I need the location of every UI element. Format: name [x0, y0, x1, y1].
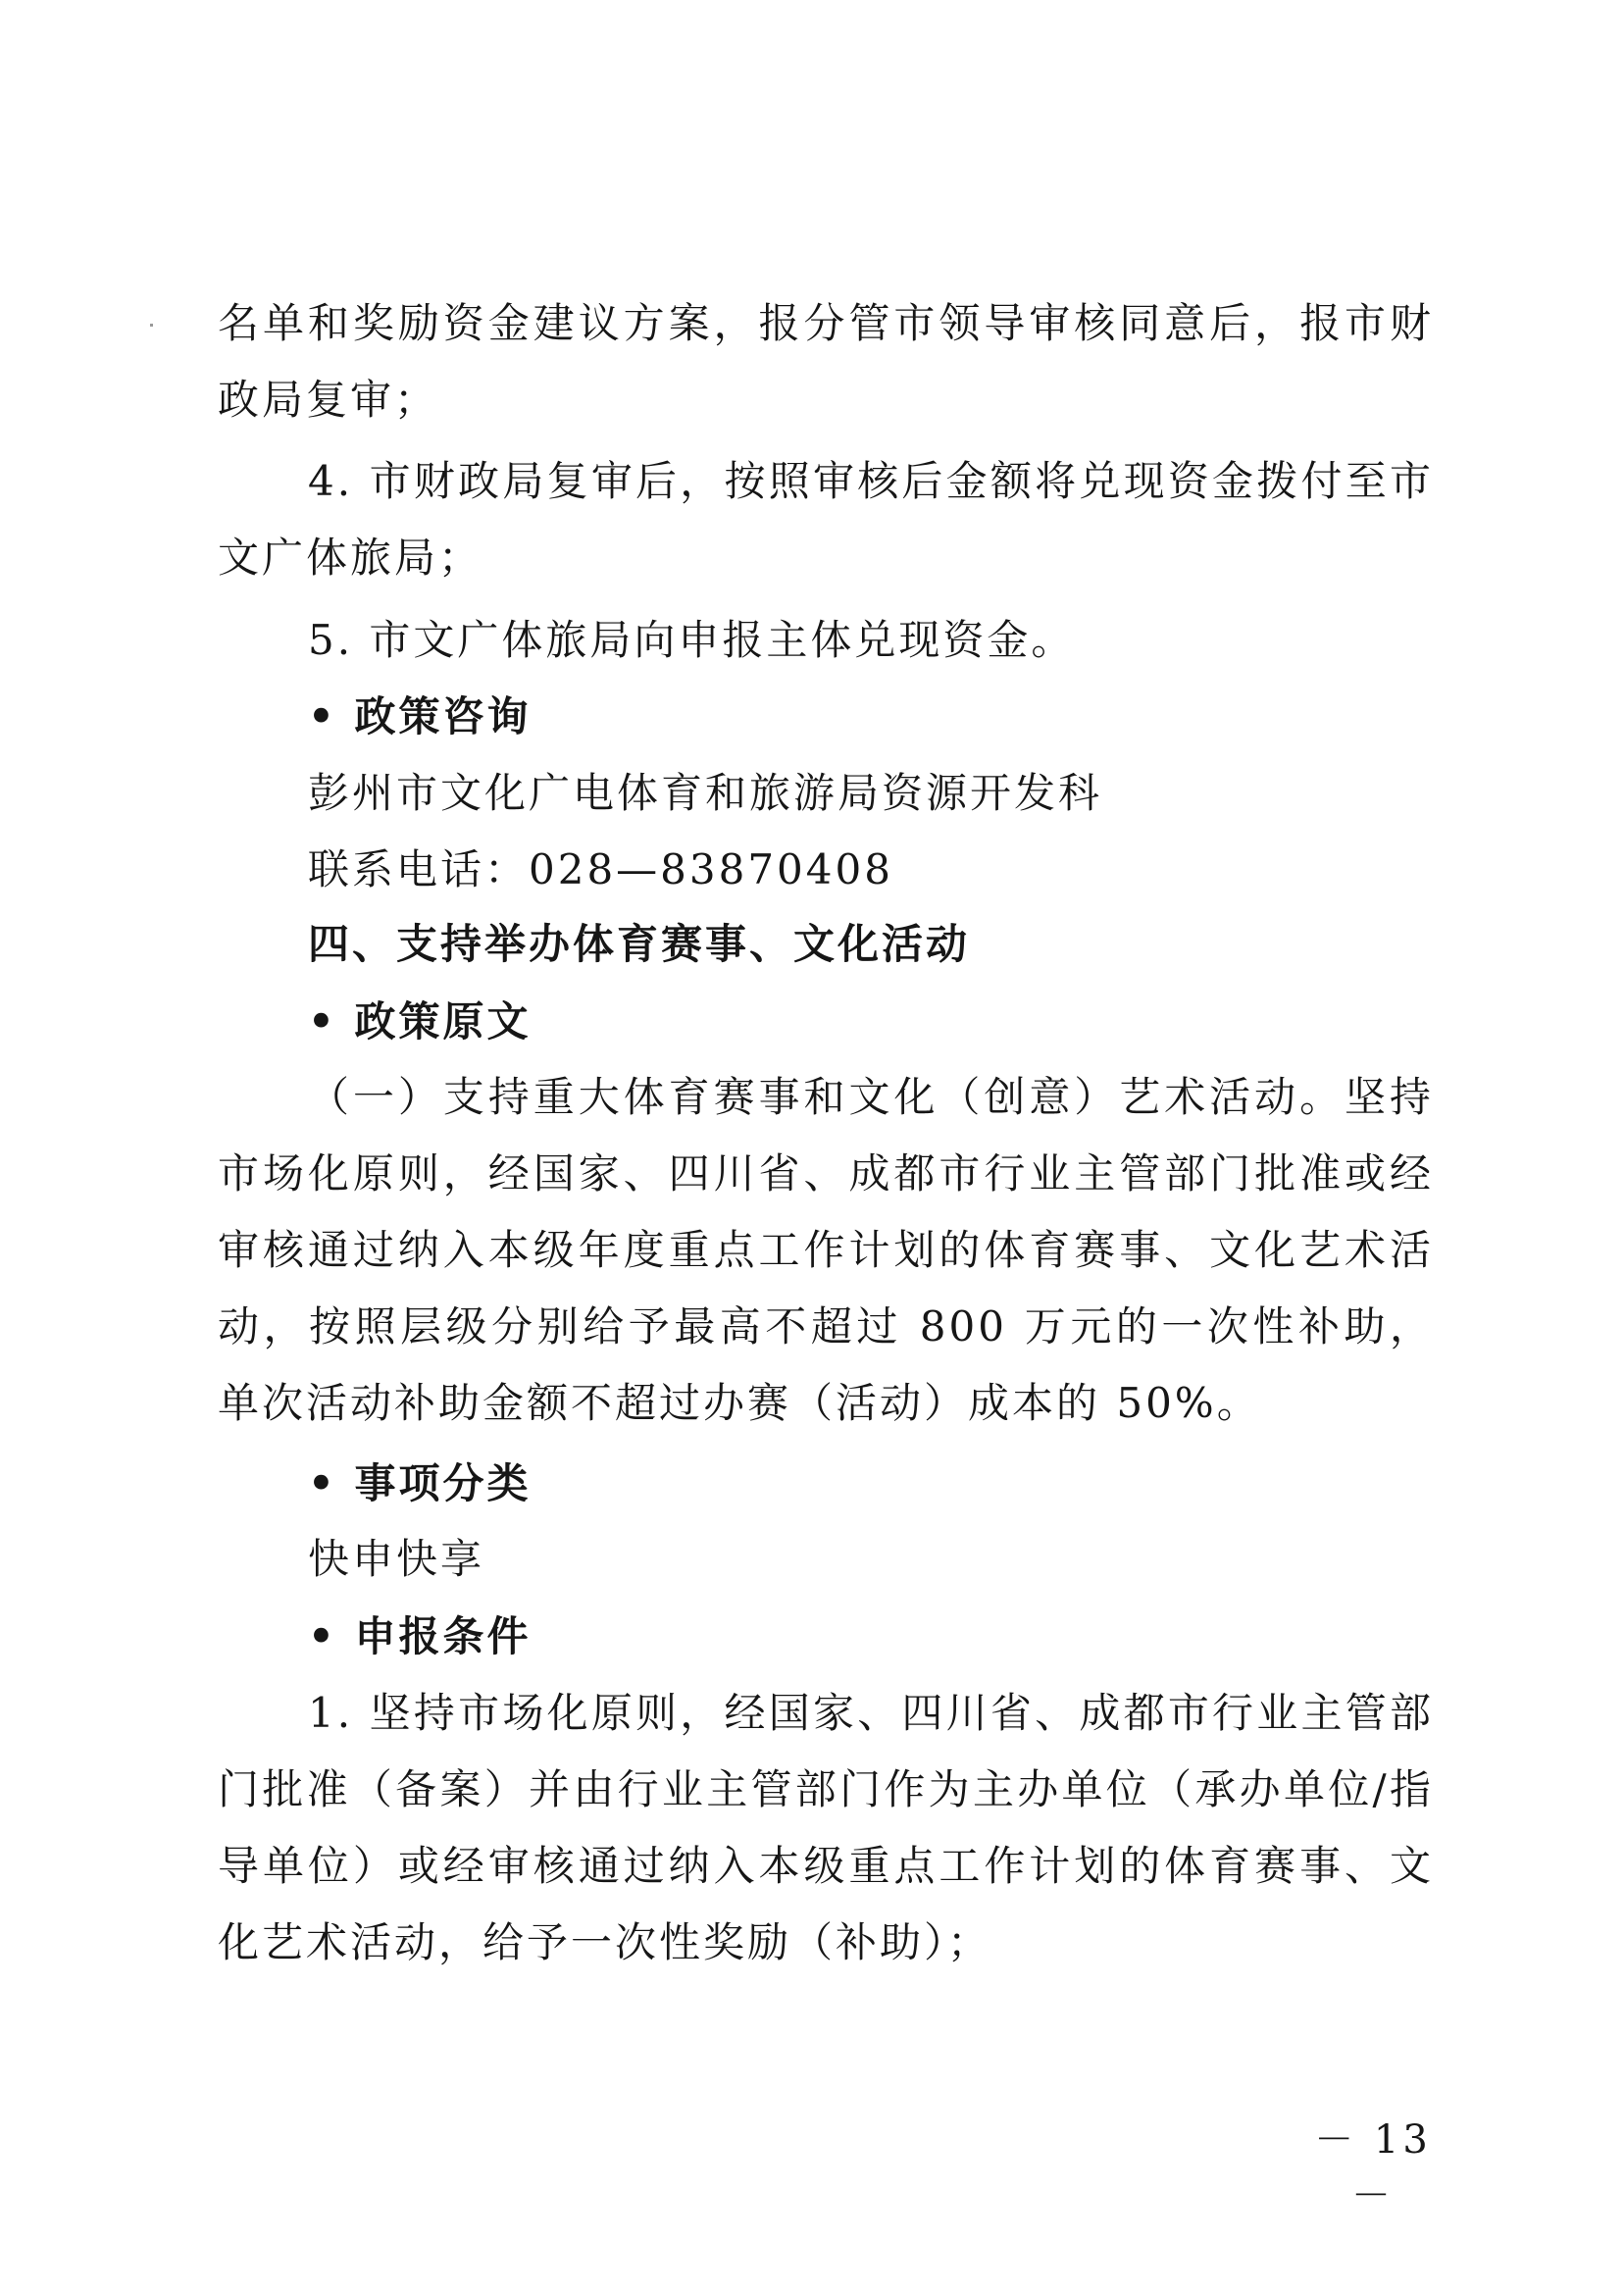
- paragraph-step-5: 5. 市文广体旅局向申报主体兑现资金。: [308, 616, 1076, 664]
- scan-speck: [150, 324, 153, 327]
- heading-application-conditions: • 申报条件: [308, 1612, 532, 1660]
- page-number: － 13 －: [1314, 2117, 1432, 2218]
- paragraph-category-value: 快申快享: [308, 1535, 485, 1583]
- paragraph-approval-list: 名单和奖励资金建议方案，报分管市领导审核同意后，报市财政局复审；: [218, 299, 1434, 424]
- paragraph-step-4: 4. 市财政局复审后，按照审核后金额将兑现资金拨付至市文广体旅局；: [218, 457, 1434, 582]
- heading-item-category: • 事项分类: [308, 1459, 532, 1507]
- heading-policy-consult: • 政策咨询: [308, 692, 532, 740]
- paragraph-phone: 联系电话：028—83870408: [308, 845, 893, 893]
- heading-policy-original: • 政策原文: [308, 997, 532, 1045]
- heading-section-4: 四、支持举办体育赛事、文化活动: [308, 920, 971, 968]
- paragraph-policy-text: （一）支持重大体育赛事和文化（创意）艺术活动。坚持市场化原则，经国家、四川省、成都市行业主管部门批准或经审核通过纳入本级年度重点工作计划的体育赛事、文化艺术活动，按照层级分别给予最高不超过 800 万元的一次性补助，单次活动补助金额不超过办赛（活动）成本的 50%。: [218, 1073, 1434, 1427]
- paragraph-department: 彭州市文化广电体育和旅游局资源开发科: [308, 769, 1103, 817]
- paragraph-condition-1: 1. 坚持市场化原则，经国家、四川省、成都市行业主管部门批准（备案）并由行业主管部门作为主办单位（承办单位/指导单位）或经审核通过纳入本级重点工作计划的体育赛事、文化艺术活动，给予一次性奖励（补助）；: [218, 1689, 1434, 1966]
